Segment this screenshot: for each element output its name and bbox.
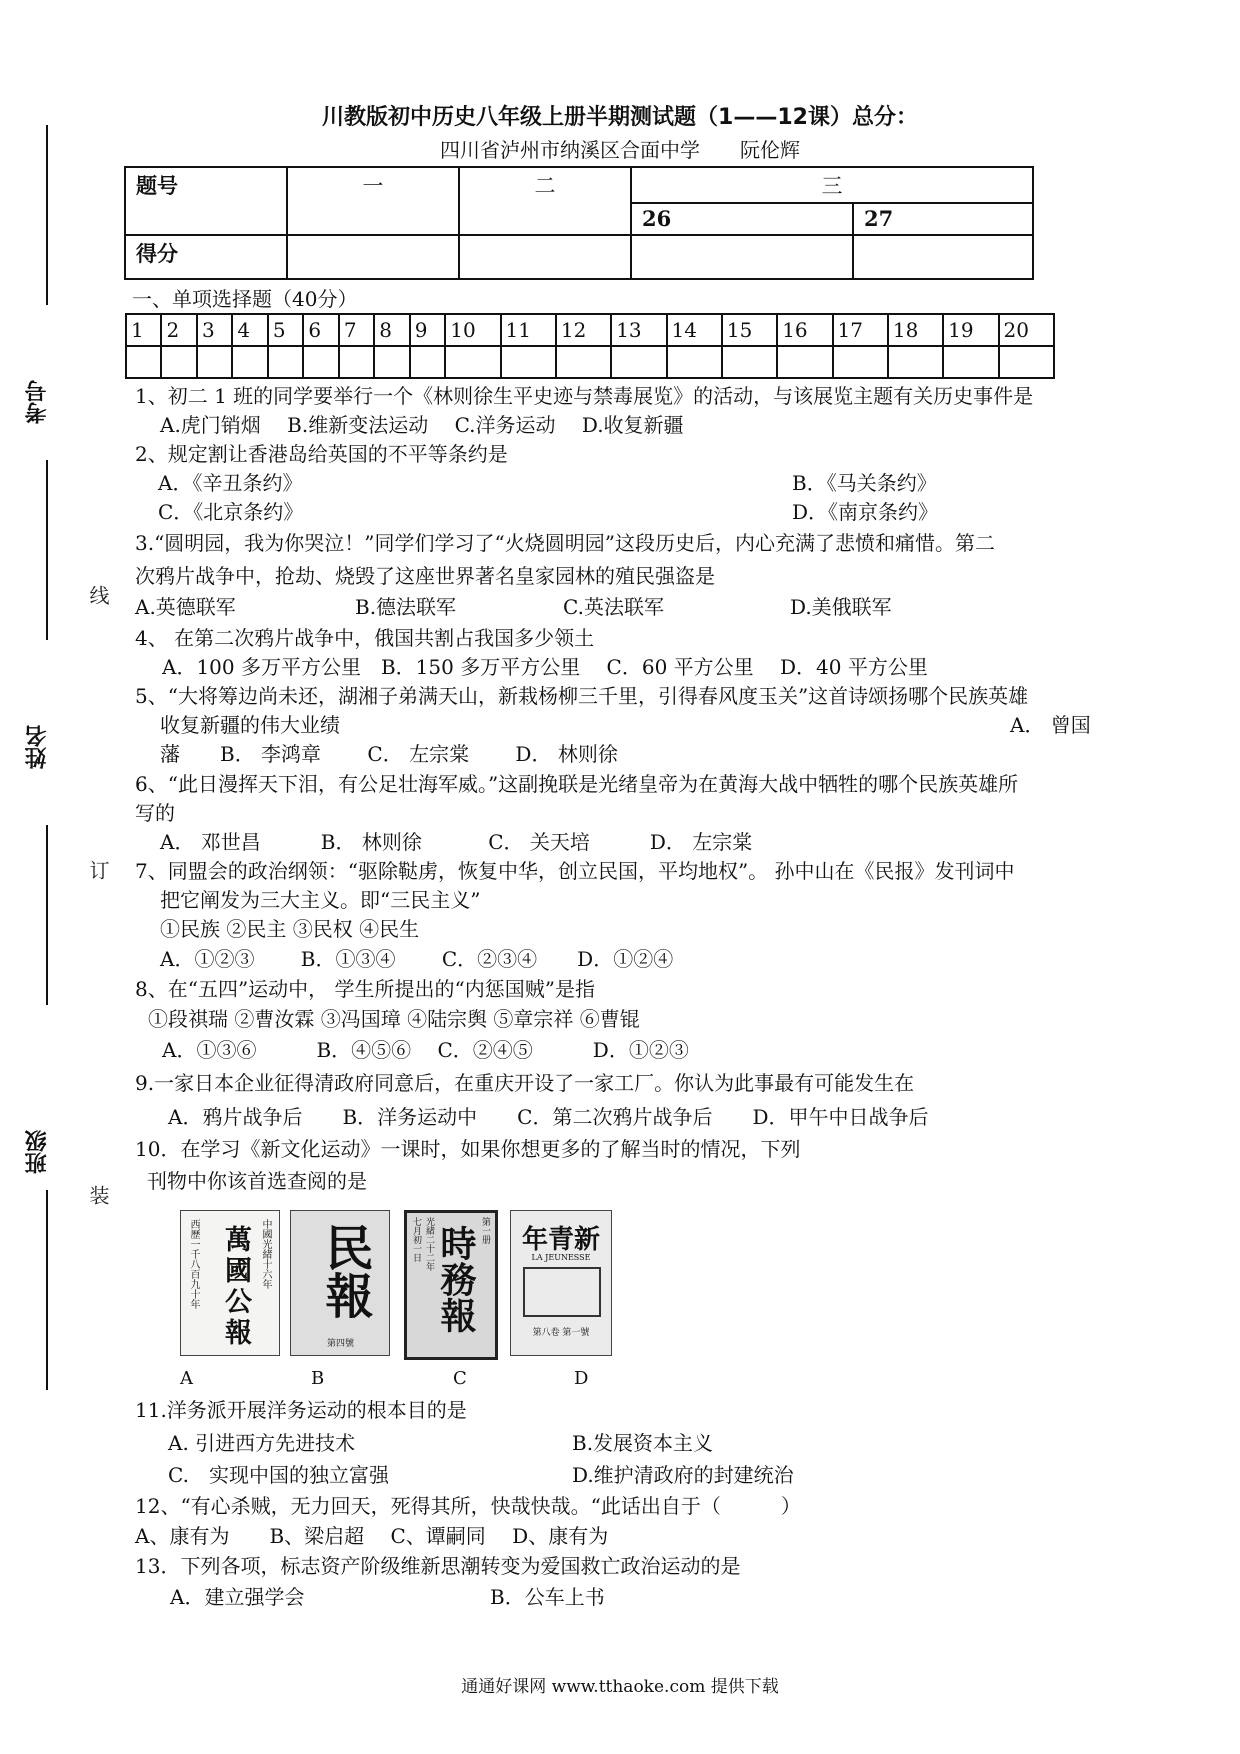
- answer-input-cell[interactable]: [197, 346, 232, 378]
- answer-input-cell[interactable]: [374, 346, 409, 378]
- question-3-option-c: C.英法联军: [563, 595, 664, 619]
- question-4-options: A．100 多万平方公里 B．150 多万平方公里 C．60 平方公里 D．40 平方公里: [162, 655, 928, 679]
- magazine-a-side: 西歷一千八百九十年: [188, 1219, 199, 1309]
- binding-line: [46, 1190, 48, 1390]
- cut-line-mark: 线: [86, 585, 110, 605]
- score-cell[interactable]: [287, 235, 459, 279]
- magazine-b-cover: [290, 1210, 390, 1356]
- answer-input-cell[interactable]: [611, 346, 666, 378]
- answer-number-cell: 11: [501, 314, 556, 346]
- magazine-c-issue: 第一册: [480, 1217, 490, 1244]
- question-11-option-d: D.维护清政府的封建统治: [572, 1463, 794, 1487]
- magazine-b-letter: B: [311, 1368, 325, 1389]
- question-7-options: A．①②③ B．①③④ C．②③④ D．①②④: [160, 947, 674, 971]
- question-6-options: A． 邓世昌 B． 林则徐 C． 关天培 D． 左宗棠: [160, 830, 753, 854]
- question-10-line-2: 刊物中你该首选查阅的是: [147, 1169, 367, 1193]
- binding-line: [46, 125, 48, 305]
- score-row-label: 得分: [125, 235, 287, 279]
- magazine-a-side-2: 中國光緒十六年: [260, 1219, 271, 1289]
- answer-input-cell[interactable]: [888, 346, 943, 378]
- answer-number-cell: 5: [268, 314, 303, 346]
- question-8: 8、在“五四”运动中， 学生所提出的“内惩国贼”是指: [135, 977, 595, 1001]
- answer-number-cell: 6: [303, 314, 338, 346]
- score-col-1: 一: [287, 167, 459, 235]
- magazine-a-letter: A: [180, 1368, 193, 1389]
- answer-input-cell[interactable]: [777, 346, 832, 378]
- answer-input-cell[interactable]: [833, 346, 888, 378]
- question-2-option-a: A．《辛丑条约》: [158, 471, 303, 495]
- magazine-d-cover: [510, 1210, 612, 1356]
- answer-input-cell[interactable]: [303, 346, 338, 378]
- magazine-b-title: 民報: [317, 1223, 373, 1319]
- question-9-options: A．鸦片战争后 B．洋务运动中 C．第二次鸦片战争后 D．甲午中日战争后: [168, 1105, 929, 1129]
- question-4: 4、 在第二次鸦片战争中，俄国共割占我国多少领土: [135, 626, 595, 650]
- magazine-d-title: 新青年: [521, 1225, 600, 1255]
- question-5: 5、“大将筹边尚未还，湖湘子弟满天山，新栽杨柳三千里，引得春风度玉关”这首诗颂扬哪个民族英雄: [135, 684, 1029, 708]
- answer-number-cell: 20: [999, 314, 1055, 346]
- question-6-line-2: 写的: [135, 801, 175, 825]
- page-title: 川教版初中历史八年级上册半期测试题（1——12课）总分：: [322, 105, 918, 130]
- binding-margin: [0, 30, 118, 1400]
- binding-line: [46, 825, 48, 1005]
- question-11-option-a: A. 引进西方先进技术: [168, 1431, 356, 1455]
- class-label: 班级: [25, 1130, 50, 1174]
- score-row-label: 题号: [125, 167, 287, 235]
- magazine-d-subtitle: LA JEUNESSE: [531, 1253, 591, 1262]
- name-label: 姓名: [25, 725, 50, 769]
- question-13: 13．下列各项，标志资产阶级维新思潮转变为爱国救亡政治运动的是: [135, 1554, 741, 1578]
- answer-input-cell[interactable]: [126, 346, 161, 378]
- answer-input-cell[interactable]: [999, 346, 1055, 378]
- question-5-line-3: 藩 B． 李鸿章 C． 左宗棠 D． 林则徐: [160, 742, 618, 766]
- answer-input-cell[interactable]: [501, 346, 556, 378]
- answer-number-cell: 2: [161, 314, 196, 346]
- question-11: 11.洋务派开展洋务运动的根本目的是: [135, 1398, 467, 1422]
- exam-no-label: 考号: [25, 380, 50, 424]
- score-sub-26: 26: [631, 203, 853, 235]
- magazine-c-letter: C: [453, 1368, 467, 1389]
- magazine-d-frame: [523, 1267, 601, 1317]
- question-6: 6、“此日漫挥天下泪，有公足壮海军威。”这副挽联是光绪皇帝为在黄海大战中牺牲的哪个民族英雄所: [135, 772, 1019, 796]
- question-12-options: A、康有为 B、梁启超 C、谭嗣同 D、康有为: [135, 1524, 609, 1548]
- answer-number-cell: 4: [232, 314, 267, 346]
- question-1: 1、初二 1 班的同学要举行一个《林则徐生平史迹与禁毒展览》的活动，与该展览主题有关历史事件是: [135, 384, 1034, 408]
- answer-grid: [125, 313, 1055, 379]
- question-5-option-a: A． 曾国: [1010, 713, 1091, 737]
- magazine-a-cover: [180, 1210, 280, 1356]
- question-3-option-b: B.德法联军: [355, 595, 457, 619]
- answer-number-cell: 9: [410, 314, 445, 346]
- question-3-option-a: A.英德联军: [135, 595, 236, 619]
- question-2-option-c: C．《北京条约》: [158, 500, 304, 524]
- answer-number-cell: 1: [126, 314, 161, 346]
- question-3-line-2: 次鸦片战争中，抢劫、烧毁了这座世界著名皇家园林的殖民强盗是: [135, 564, 715, 588]
- answer-number-cell: 15: [722, 314, 777, 346]
- score-sub-27: 27: [853, 203, 1033, 235]
- question-13-option-a: A．建立强学会: [170, 1585, 305, 1609]
- question-3: 3.“圆明园，我为你哭泣！”同学们学习了“火烧圆明园”这段历史后，内心充满了悲愤和痛惜。第二: [135, 531, 995, 555]
- answer-input-cell[interactable]: [943, 346, 998, 378]
- binding-line: [46, 460, 48, 640]
- question-10: 10．在学习《新文化运动》一课时，如果你想更多的了解当时的情况，下列: [135, 1137, 801, 1161]
- page-subtitle: 四川省泸州市纳溪区合面中学 阮伦辉: [440, 138, 800, 162]
- magazine-c-title: 時務報: [435, 1225, 477, 1333]
- cut-zhuang-mark: 装: [86, 1185, 110, 1205]
- question-9: 9.一家日本企业征得清政府同意后，在重庆开设了一家工厂。你认为此事最有可能发生在: [135, 1071, 915, 1095]
- answer-number-cell: 18: [888, 314, 943, 346]
- answer-number-cell: 7: [339, 314, 374, 346]
- question-1-options: A.虎门销烟 B.维新变法运动 C.洋务运动 D.收复新疆: [160, 413, 684, 437]
- question-2-option-d: D．《南京条约》: [792, 500, 939, 524]
- question-2-option-b: B．《马关条约》: [792, 471, 937, 495]
- cut-ding-mark: 订: [86, 860, 110, 880]
- score-col-3: 三: [631, 167, 1033, 203]
- magazine-d-letter: D: [574, 1368, 589, 1389]
- magazine-a-title: 萬國公報: [220, 1225, 251, 1349]
- answer-input-cell[interactable]: [268, 346, 303, 378]
- score-table: [124, 166, 1034, 280]
- answer-input-cell[interactable]: [722, 346, 777, 378]
- score-col-2: 二: [459, 167, 631, 235]
- question-3-option-d: D.美俄联军: [790, 595, 892, 619]
- question-8-items: ①段祺瑞 ②曹汝霖 ③冯国璋 ④陆宗舆 ⑤章宗祥 ⑥曹锟: [148, 1007, 640, 1031]
- answer-input-cell[interactable]: [161, 346, 196, 378]
- answer-input-cell[interactable]: [667, 346, 722, 378]
- question-7-line-2: 把它阐发为三大主义。即“三民主义”: [160, 888, 481, 912]
- question-5-line-2: 收复新疆的伟大业绩: [160, 713, 340, 737]
- answer-number-cell: 8: [374, 314, 409, 346]
- answer-input-cell[interactable]: [445, 346, 500, 378]
- answer-input-cell[interactable]: [410, 346, 445, 378]
- answer-input-cell[interactable]: [232, 346, 267, 378]
- answer-number-cell: 10: [445, 314, 500, 346]
- score-cell[interactable]: [853, 235, 1033, 279]
- page-footer: 通通好课网 www.tthaoke.com 提供下载: [461, 1677, 779, 1697]
- question-7: 7、同盟会的政治纲领：“驱除鞑虏，恢复中华，创立民国，平均地权”。 孙中山在《民报》发刊词中: [135, 859, 1015, 883]
- answer-number-cell: 17: [833, 314, 888, 346]
- question-13-option-b: B．公车上书: [490, 1585, 605, 1609]
- answer-number-cell: 13: [611, 314, 666, 346]
- answer-number-cell: 12: [556, 314, 611, 346]
- answer-number-cell: 14: [667, 314, 722, 346]
- score-cell[interactable]: [459, 235, 631, 279]
- answer-input-cell[interactable]: [339, 346, 374, 378]
- question-8-options: A．①③⑥ B．④⑤⑥ C．②④⑤ D．①②③: [162, 1038, 689, 1062]
- question-2: 2、规定割让香港岛给英国的不平等条约是: [135, 442, 508, 466]
- question-7-items: ①民族 ②民主 ③民权 ④民生: [160, 917, 420, 941]
- section-1-heading: 一、单项选择题（40分）: [132, 287, 358, 311]
- magazine-c-cover: [404, 1210, 498, 1360]
- question-11-option-c: C. 实现中国的独立富强: [168, 1463, 389, 1487]
- question-12: 12、“有心杀贼，无力回天，死得其所，快哉快哉。“此话出自于（ ）: [135, 1494, 801, 1518]
- magazine-b-issue: 第四號: [327, 1339, 355, 1349]
- magazine-d-issue: 第八卷 第一號: [532, 1328, 590, 1338]
- magazine-c-side: 光緒二十二年七月初一日: [411, 1217, 434, 1271]
- question-11-option-b: B.发展资本主义: [572, 1431, 714, 1455]
- score-cell[interactable]: [631, 235, 853, 279]
- answer-number-cell: 3: [197, 314, 232, 346]
- answer-number-cell: 19: [943, 314, 998, 346]
- answer-number-cell: 16: [777, 314, 832, 346]
- answer-input-cell[interactable]: [556, 346, 611, 378]
